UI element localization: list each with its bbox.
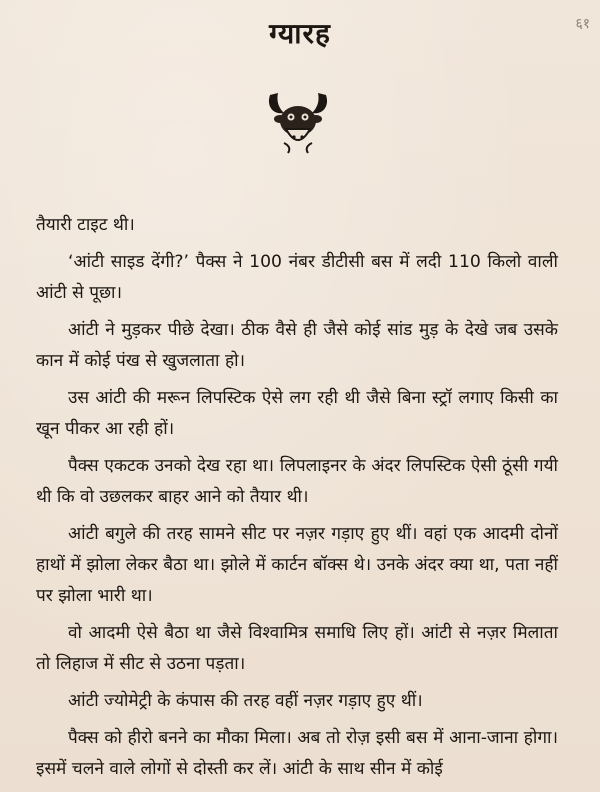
paragraph: आंटी बगुले की तरह सामने सीट पर नज़र गड़ाए हुए थीं। वहां एक आदमी दोनों हाथों में झोला लेकर बैठा था। झोले में कार्टन बॉक्स थे। उनके अंदर क्या था, पता नहीं पर झोला भारी था। — [36, 524, 558, 606]
paragraph: ‘आंटी साइड देंगी?’ पैक्स ने 100 नंबर डीटीसी बस में लदी 110 किलो वाली आंटी से पूछा। — [36, 252, 558, 303]
chapter-body — [36, 210, 558, 791]
paragraph: पैक्स एकटक उनको देख रहा था। लिपलाइनर के अंदर लिपस्टिक ऐसी ठूंसी गयी थी कि वो उछलकर बाहर आने को तैयार थी। — [36, 456, 558, 507]
paragraph: तैयारी टाइट थी। — [36, 215, 135, 235]
paragraph: आंटी ने मुड़कर पीछे देखा। ठीक वैसे ही जैसे कोई सांड मुड़ के देखे जब उसके कान में कोई पंख से खुजलाता हो। — [36, 320, 558, 371]
page-number: ६१ — [575, 16, 590, 32]
paragraph: आंटी ज्योमेट्री के कंपास की तरह वहीं नज़र गड़ाए हुए थीं। — [68, 691, 423, 711]
bull-head-icon — [262, 85, 334, 155]
paragraph: उस आंटी की मरून लिपस्टिक ऐसे लग रही थी जैसे बिना स्ट्रॉ लगाए किसी का खून पीकर आ रही हों। — [36, 388, 558, 439]
chapter-title: ग्यारह — [269, 17, 331, 50]
paragraph: पैक्स को हीरो बनने का मौका मिला। अब तो रोज़ इसी बस में आना-जाना होगा। इसमें चलने वाले लोगों से दोस्ती कर लें। आंटी के साथ सीन में कोई — [36, 728, 558, 779]
paragraph: वो आदमी ऐसे बैठा था जैसे विश्वामित्र समाधि लिए हों। आंटी से नज़र मिलाता तो लिहाज में सीट से उठना पड़ता। — [36, 623, 558, 674]
